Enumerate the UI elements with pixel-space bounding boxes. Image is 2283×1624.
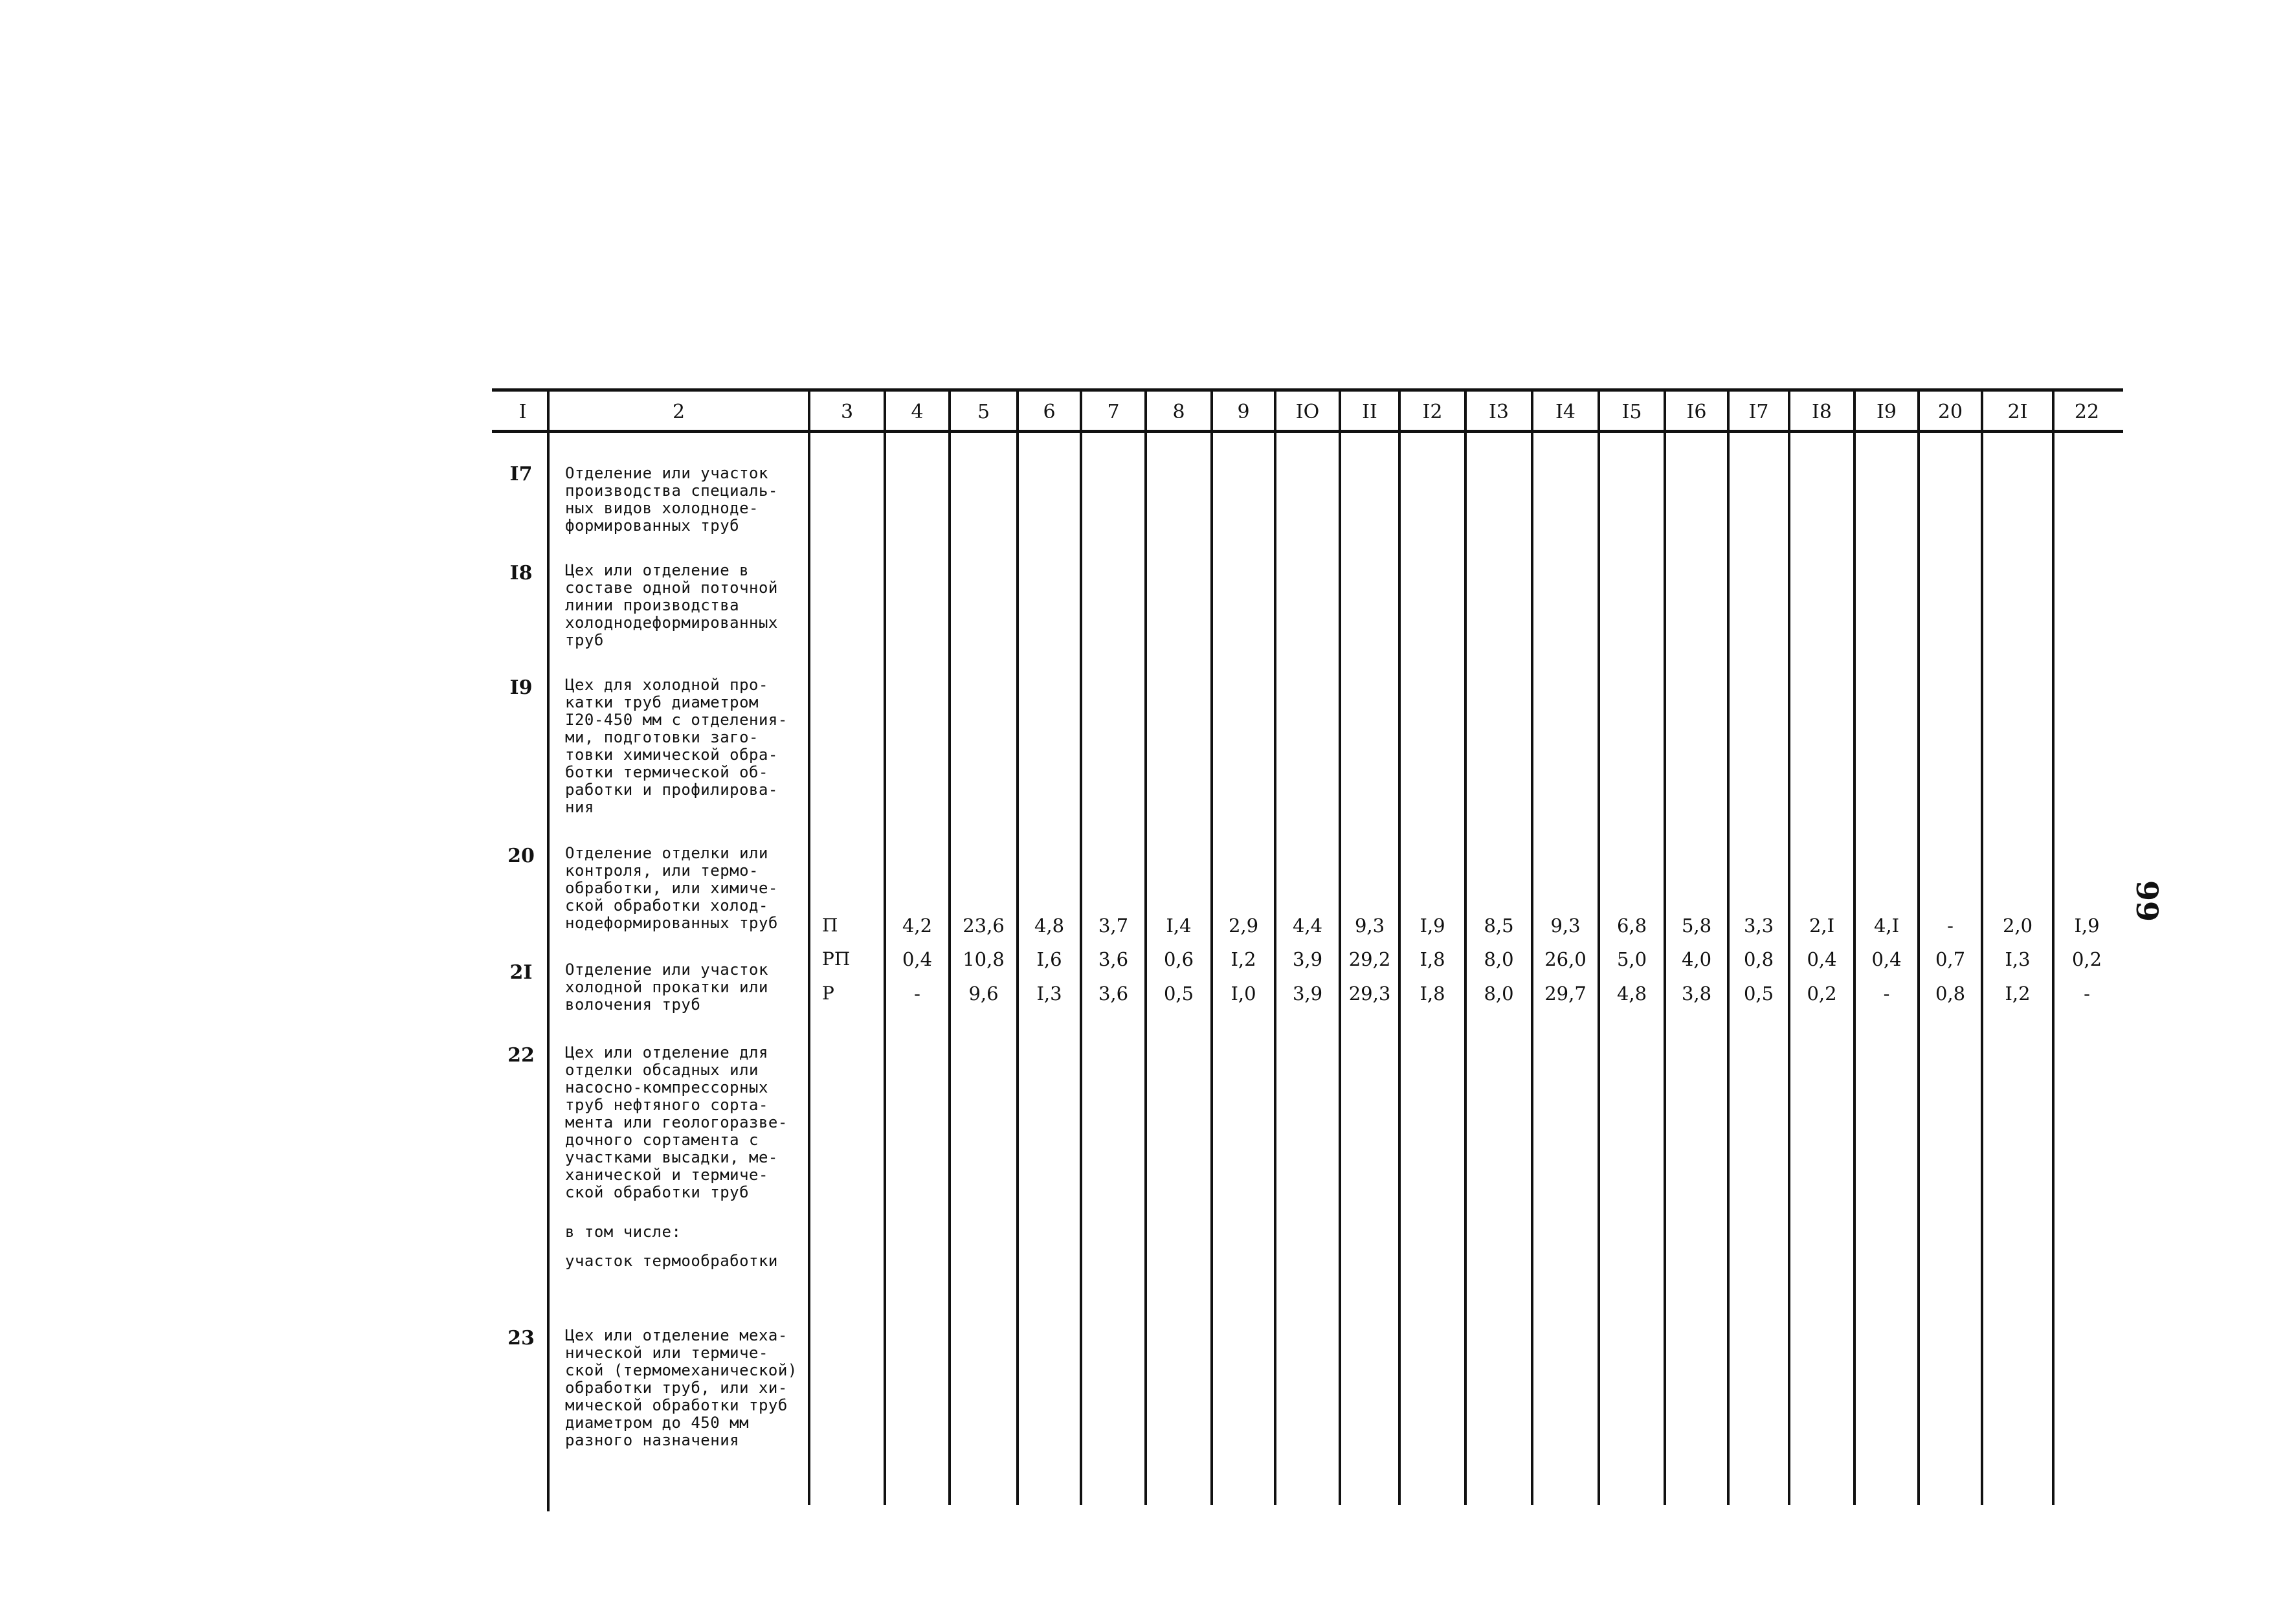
table-cell: 4,8 [1034, 915, 1065, 937]
row-description-subhead: в том числе: [565, 1223, 682, 1241]
row-number: 22 [507, 1044, 535, 1067]
header-col-9: 9 [1237, 400, 1250, 423]
header-col-17: I7 [1748, 400, 1769, 423]
table-cell: 2,9 [1228, 915, 1259, 937]
table-cell: 9,3 [1550, 915, 1581, 937]
table-cell: 0,8 [1743, 948, 1774, 970]
table-cell: I,8 [1420, 948, 1445, 970]
table-cell: 3,6 [1098, 983, 1129, 1005]
table-cell: 8,5 [1484, 915, 1514, 937]
table-top-rule [492, 388, 2123, 392]
table-cell: 4,0 [1681, 948, 1712, 970]
table-cell: 29,2 [1348, 948, 1391, 970]
row-code: Р [822, 983, 834, 1004]
table-cell: I,6 [1036, 948, 1062, 970]
row-code: П [822, 915, 838, 936]
row-number: 20 [507, 845, 535, 867]
header-col-13: I3 [1489, 400, 1509, 423]
row-description: Отделение отделки или контроля, или термо- обработки, или химиче- ской обработки холод- нодеформированных труб [565, 844, 778, 932]
table-cell: 8,0 [1484, 983, 1514, 1005]
table-cell: 10,8 [963, 948, 1005, 970]
table-cell: - [2084, 983, 2090, 1005]
table-cell: I,8 [1420, 983, 1445, 1005]
table-cell: 4,8 [1616, 983, 1647, 1005]
table-cell: I,2 [2005, 983, 2031, 1005]
row-number: I9 [509, 676, 533, 699]
table-cell: 4,I [1873, 915, 1900, 937]
table-cell: 0,5 [1743, 983, 1774, 1005]
table-cell: 29,3 [1348, 983, 1391, 1005]
table-cell: 3,9 [1292, 983, 1323, 1005]
row-description: Цех для холодной про- катки труб диаметром I20-450 мм с отделения- ми, подготовки заго- товки химической обра- ботки термической об- работки и профилирова- ния [565, 676, 788, 816]
table-cell: 3,9 [1292, 948, 1323, 970]
table-cell: 26,0 [1544, 948, 1587, 970]
header-col-21: 2I [2007, 400, 2028, 423]
table-cell: 4,4 [1292, 915, 1323, 937]
header-col-22: 22 [2074, 400, 2100, 423]
row-description: Цех или отделение в составе одной поточной линии производства холоднодеформированных труб [565, 561, 778, 649]
table-cell: 0,5 [1163, 983, 1194, 1005]
header-col-1: I [518, 400, 527, 423]
table-cell: - [914, 983, 920, 1005]
table-cell: I,4 [1166, 915, 1192, 937]
row-number: I7 [509, 463, 533, 485]
table-cell: I,3 [2005, 948, 2031, 970]
header-col-16: I6 [1686, 400, 1707, 423]
header-col-7: 7 [1107, 400, 1120, 423]
table-cell: 3,8 [1681, 983, 1712, 1005]
header-col-14: I4 [1555, 400, 1576, 423]
table-cell: I,9 [1420, 915, 1445, 937]
header-col-20: 20 [1937, 400, 1963, 423]
header-col-3: 3 [840, 400, 854, 423]
page-number: 99 [2130, 880, 2165, 922]
table-cell: 3,6 [1098, 948, 1129, 970]
table-cell: 5,0 [1616, 948, 1647, 970]
table-cell: I,0 [1231, 983, 1256, 1005]
table-cell: 8,0 [1484, 948, 1514, 970]
row-description: участок термообработки [565, 1252, 778, 1270]
table-cell: 0,4 [1807, 948, 1837, 970]
table-cell: 0,8 [1935, 983, 1966, 1005]
table-cell: 3,7 [1098, 915, 1129, 937]
header-col-11: II [1362, 400, 1377, 423]
header-bottom-rule [492, 430, 2123, 433]
row-description: Отделение или участок холодной прокатки или волочения труб [565, 961, 768, 1014]
table-cell: I,2 [1231, 948, 1256, 970]
row-description: Отделение или участок производства специаль- ных видов холодноде- формированных труб [565, 464, 778, 535]
header-col-4: 4 [911, 400, 924, 423]
table-cell: 4,2 [902, 915, 933, 937]
table-cell: 0,4 [1871, 948, 1902, 970]
table-cell: 3,3 [1743, 915, 1774, 937]
table-cell: 0,4 [902, 948, 933, 970]
header-col-6: 6 [1043, 400, 1056, 423]
table-cell: 0,6 [1163, 948, 1194, 970]
row-description: Цех или отделение для отделки обсадных или насосно-компрессорных труб нефтяного сорта- мента или геологоразве- дочного сортамента с участками высадки, ме- ханической и термиче- ской обработки труб [565, 1043, 788, 1201]
table-cell: 2,I [1809, 915, 1835, 937]
header-col-10: IO [1295, 400, 1320, 423]
table-cell: 0,2 [2071, 948, 2102, 970]
row-number: 23 [507, 1327, 535, 1350]
row-number: 2I [509, 961, 533, 984]
table-cell: 9,6 [968, 983, 999, 1005]
row-code: РП [822, 948, 851, 970]
header-col-19: I9 [1877, 400, 1897, 423]
table-cell: 5,8 [1681, 915, 1712, 937]
header-col-2: 2 [672, 400, 685, 423]
table-cell: - [1947, 915, 1954, 937]
table-cell: 6,8 [1616, 915, 1647, 937]
table-cell: 0,7 [1935, 948, 1966, 970]
header-col-8: 8 [1172, 400, 1185, 423]
table-cell: 23,6 [963, 915, 1005, 937]
header-col-15: I5 [1621, 400, 1642, 423]
row-description: Цех или отделение меха- нической или термиче- ской (термомеханической) обработки труб, или хи- мической обработки труб диаметром до 450 мм разного назначения [565, 1326, 797, 1449]
row-number: I8 [509, 562, 533, 584]
table-cell: I,9 [2074, 915, 2100, 937]
header-col-18: I8 [1812, 400, 1832, 423]
table-cell: 2,0 [2002, 915, 2033, 937]
table-cell: I,3 [1036, 983, 1062, 1005]
table-cell: 9,3 [1354, 915, 1385, 937]
col-sep-1 [547, 392, 550, 1511]
table-cell: - [1883, 983, 1890, 1005]
header-col-12: I2 [1422, 400, 1443, 423]
header-col-5: 5 [977, 400, 990, 423]
table-cell: 29,7 [1544, 983, 1587, 1005]
table-cell: 0,2 [1807, 983, 1837, 1005]
